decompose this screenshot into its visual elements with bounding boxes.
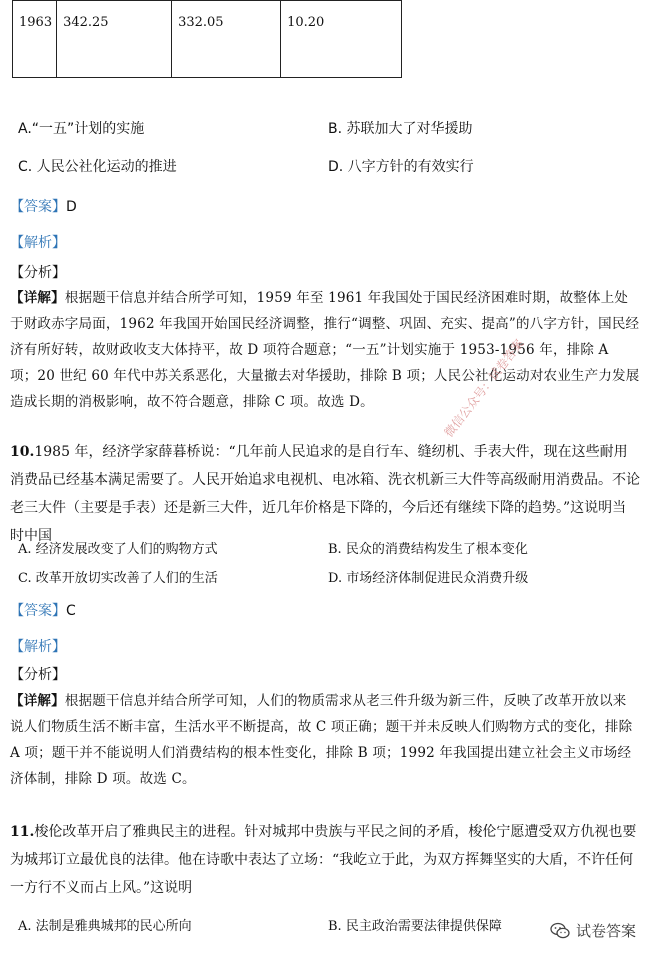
q10-option-b: B. 民众的消费结构发生了根本变化 (328, 542, 528, 557)
detail-text: 根据题干信息并结合所学可知，人们的物质需求从老三件升级为新三件，反映了改革开放以来说人们物质生活不断丰富，生活水平不断提高，故 C 项正确；题干并未反映人们购物方式的变化，排除 A 项；题干并不能说明人们消费结构的根本性变化，排除 B 项；1992 年我国提出建立社会主义市场经济体制，排除 D 项。故选 C。 (10, 693, 633, 787)
q9-option-c: C. 人民公社化运动的推进 (18, 159, 177, 175)
watermark-text: 试卷答案 (575, 922, 636, 940)
q9-option-a: A.“一五”计划的实施 (18, 121, 145, 137)
q10-fenxi-tag: 【分析】 (10, 667, 66, 683)
question-number: 10. (10, 444, 35, 460)
q9-answer (10, 196, 77, 216)
answer-value: C (66, 603, 76, 619)
table-cell-income: 342.25 (57, 1, 172, 78)
q11-option-a: A. 法制是雅典城邦的民心所向 (18, 919, 192, 934)
table-cell-balance: 10.20 (281, 1, 402, 78)
q10-jiexi-tag: 【解析】 (10, 639, 66, 655)
stamp-watermark: 微信公众号：试卷答案 (441, 336, 527, 440)
q9-jiexi-tag: 【解析】 (10, 235, 66, 251)
q10-detail (10, 688, 640, 792)
table-cell-expense: 332.05 (172, 1, 281, 78)
question-text: 1985 年，经济学家薛暮桥说：“几年前人民追求的是自行车、缝纫机、手表大件，现在这些耐用消费品已经基本满足需要了。人民开始追求电视机、电冰箱、洗衣机新三大件等高级耐用消费品。不论老三大件（主要是手表）还是新三大件，近几年价格是下降的，今后还有继续下降的趋势。”这说明当时中国 (10, 444, 640, 544)
table-row (13, 1, 402, 78)
wechat-icon (550, 922, 570, 940)
answer-tag: 【答案】 (10, 603, 66, 619)
q10-option-c: C. 改革开放切实改善了人们的生活 (18, 571, 218, 586)
answer-value: D (66, 199, 77, 215)
detail-tag: 【详解】 (10, 290, 65, 306)
q11-stem (10, 818, 640, 902)
data-table (12, 0, 402, 78)
q9-option-b: B. 苏联加大了对华援助 (328, 121, 473, 137)
q9-fenxi-tag: 【分析】 (10, 265, 66, 281)
q10-answer (10, 600, 76, 620)
q9-detail (10, 285, 640, 415)
q10-stem (10, 438, 640, 550)
q10-option-a: A. 经济发展改变了人们的购物方式 (18, 542, 218, 557)
answer-tag: 【答案】 (10, 199, 66, 215)
q9-option-d: D. 八字方针的有效实行 (328, 159, 474, 175)
question-text: 梭伦改革开启了雅典民主的进程。针对城邦中贵族与平民之间的矛盾，梭伦宁愿遭受双方仇视也要为城邦订立最优良的法律。他在诗歌中表达了立场：“我屹立于此，为双方挥舞坚实的大盾，不许任何一方行不义而占上风。”这说明 (10, 824, 637, 896)
q11-option-b: B. 民主政治需要法律提供保障 (328, 919, 502, 934)
q10-option-d: D. 市场经济体制促进民众消费升级 (328, 571, 529, 586)
detail-tag: 【详解】 (10, 693, 65, 709)
watermark (550, 920, 636, 941)
detail-text: 根据题干信息并结合所学可知，1959 年至 1961 年我国处于国民经济困难时期，故整体上处于财政赤字局面，1962 年我国开始国民经济调整，推行“调整、巩固、充实、提高”的八字方针，国民经济有所好转，故财政收支大体持平，故 D 项符合题意；“一五”计划实施于 1953-1956 年，排除 A 项；20 世纪 60 年代中苏关系恶化，大量撤去对华援助，排除 B 项；人民公社化运动对农业生产力发展造成长期的消极影响，故不符合题意，排除 C 项。故选 D。 (10, 290, 640, 410)
question-number: 11. (10, 824, 35, 840)
table-cell-year: 1963 (13, 1, 57, 78)
